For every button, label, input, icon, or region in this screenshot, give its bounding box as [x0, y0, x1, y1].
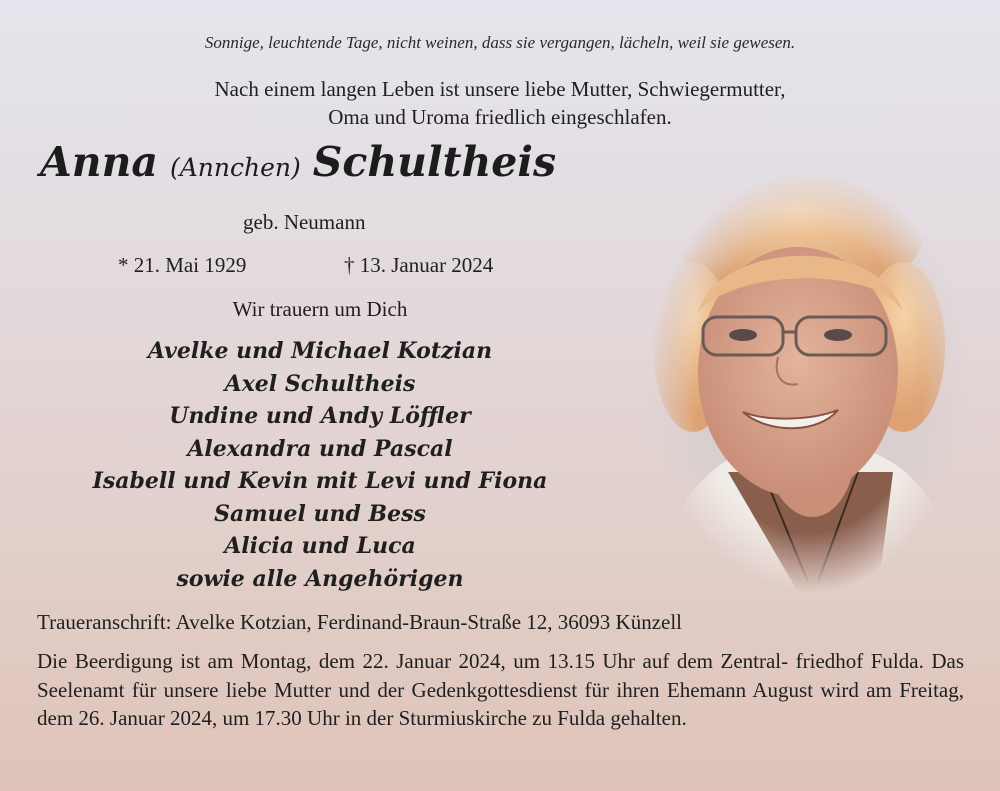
family-member: Alicia und Luca	[224, 533, 416, 559]
deceased-name	[40, 138, 556, 186]
death-date: † 13. Januar 2024	[344, 253, 494, 277]
family-member: Alexandra und Pascal	[187, 435, 453, 462]
funeral-line: Sturmiuskirche zu Fulda gehalten.	[398, 706, 687, 730]
family-member: Avelke und Michael Kotzian	[147, 338, 493, 364]
intro-line: Nach einem langen Leben ist unsere liebe Mutter, Schwiegermutter,	[214, 77, 786, 101]
nickname: (Annchen)	[170, 153, 301, 182]
funeral-line: ihren Ehemann August wird am Freitag, dem 26. Januar 2024, um 17.30 Uhr in der	[37, 677, 964, 730]
mourning-line: Wir trauern um Dich	[232, 297, 408, 321]
funeral-line: friedhof Fulda. Das Seelenamt für unsere liebe Mutter und der Gedenkgottesdienst für	[37, 649, 964, 702]
intro-text	[0, 75, 1000, 131]
portrait-photo	[648, 172, 968, 592]
birth-date: * 21. Mai 1929	[118, 253, 247, 277]
family-member: sowie alle Angehörigen	[176, 565, 464, 592]
funeral-line: Die Beerdigung ist am Montag, dem 22. Januar 2024, um 13.15 Uhr auf dem Zentral-	[37, 649, 789, 673]
family-member: Undine und Andy Löffler	[169, 403, 471, 429]
family-member: Isabell und Kevin mit Levi und Fiona	[92, 468, 548, 494]
family-member: Axel Schultheis	[224, 370, 416, 397]
intro-line: Oma und Uroma friedlich eingeschlafen.	[328, 105, 672, 129]
motto-quote: Sonnige, leuchtende Tage, nicht weinen, dass sie vergangen, lächeln, weil sie gewesen.	[204, 33, 796, 52]
family-member: Samuel und Bess	[214, 500, 426, 527]
mourning-address: Traueranschrift: Avelke Kotzian, Ferdinand-Braun-Straße 12, 36093 Künzell	[37, 610, 683, 634]
last-name: Schultheis	[312, 138, 557, 186]
first-name: Anna	[40, 138, 158, 186]
family-list	[0, 335, 640, 595]
funeral-details	[37, 647, 964, 733]
maiden-name: geb. Neumann	[243, 210, 366, 234]
